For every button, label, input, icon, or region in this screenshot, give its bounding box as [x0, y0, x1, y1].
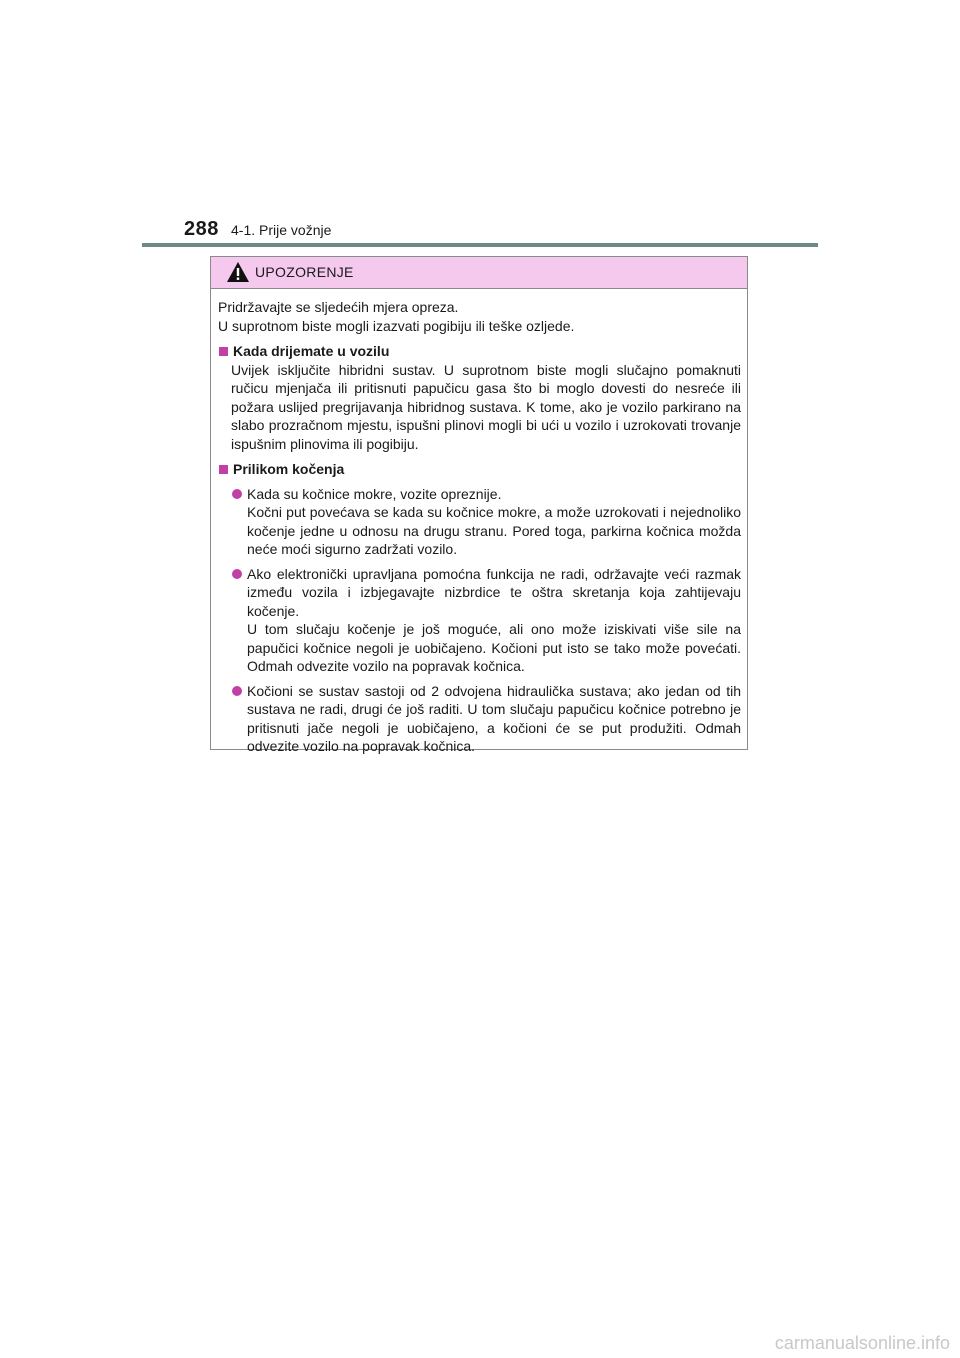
- bullet-line: Kočioni se sustav sastoji od 2 odvojena hidraulička sustava; ako jedan od tih sustava ne radi, drugi će još raditi. U tom slučaju papučicu kočnice potrebno je pritisnuti jače negoli je uobičajeno, a kočioni će se put produžiti. Odmah odvezite vozilo na popravak kočnica.: [247, 682, 741, 754]
- bullet-content: [247, 565, 741, 676]
- section-braking: [218, 460, 741, 756]
- circle-bullet-icon: [232, 686, 242, 696]
- header-rule: [142, 243, 818, 247]
- warning-triangle-icon: [226, 261, 250, 283]
- square-bullet-icon: [219, 465, 228, 474]
- warning-body: [211, 289, 747, 756]
- warning-intro: [218, 298, 741, 335]
- section-title: [218, 460, 741, 479]
- bullet-item: [232, 682, 741, 756]
- bullet-item: [232, 485, 741, 559]
- bullet-line: Kada su kočnice mokre, vozite opreznije.: [247, 485, 502, 502]
- bullet-content: [247, 682, 741, 756]
- warning-header: [211, 257, 747, 289]
- bullet-line: U tom slučaju kočenje je još moguće, ali ono može iziskivati više sile na papučici kočnice negoli je uobičajeno. Kočioni put isto se tako može povećati. Odmah odvezite vozilo na popravak kočnica.: [247, 621, 741, 674]
- section-title-text: Prilikom kočenja: [233, 461, 345, 477]
- circle-bullet-icon: [232, 489, 242, 499]
- intro-line: U suprotnom biste mogli izazvati pogibiju ili teške ozljede.: [218, 317, 575, 334]
- warning-box: [210, 256, 748, 754]
- bullet-content: [247, 485, 741, 559]
- bullet-line: Ako elektronički upravljana pomoćna funkcija ne radi, održavajte veći razmak između vozila i izbjegavajte nizbrdice te oštra skretanja koja zahtijevaju kočenje.: [247, 565, 741, 619]
- watermark: carmanualsonline.info: [774, 1333, 950, 1353]
- page-number: 288: [184, 218, 219, 240]
- warning-title: UPOZORENJE: [255, 264, 354, 280]
- section-text: Uvijek isključite hibridni sustav. U suprotnom biste mogli slučajno pomaknuti ručicu mjenjača ili pritisnuti papučicu gasa što bi moglo dovesti do nesreće ili požara uslijed pregrijavanja hibridnog sustava. K tome, ako je vozilo parkirano na slabo prozračnom mjestu, ispušni plinovi mogli bi ući u vozilo i uzrokovati trovanje ispušnim plinovima ili pogibiju.: [231, 361, 741, 452]
- circle-bullet-icon: [232, 569, 242, 579]
- section-title-text: Kada drijemate u vozilu: [233, 343, 390, 359]
- square-bullet-icon: [219, 347, 228, 356]
- bullet-item: [232, 565, 741, 676]
- section-sleeping: [218, 342, 741, 453]
- intro-line: Pridržavajte se sljedećih mjera opreza.: [218, 299, 459, 315]
- section-label: 4-1. Prije vožnje: [231, 222, 332, 238]
- section-title: [218, 342, 741, 361]
- bullet-line: Kočni put povećava se kada su kočnice mokre, a može uzrokovati i nejednoliko kočenje jedne u odnosu na drugu stranu. Pored toga, parkirna kočnica možda neće moći sigurno zadržati vozilo.: [247, 504, 741, 557]
